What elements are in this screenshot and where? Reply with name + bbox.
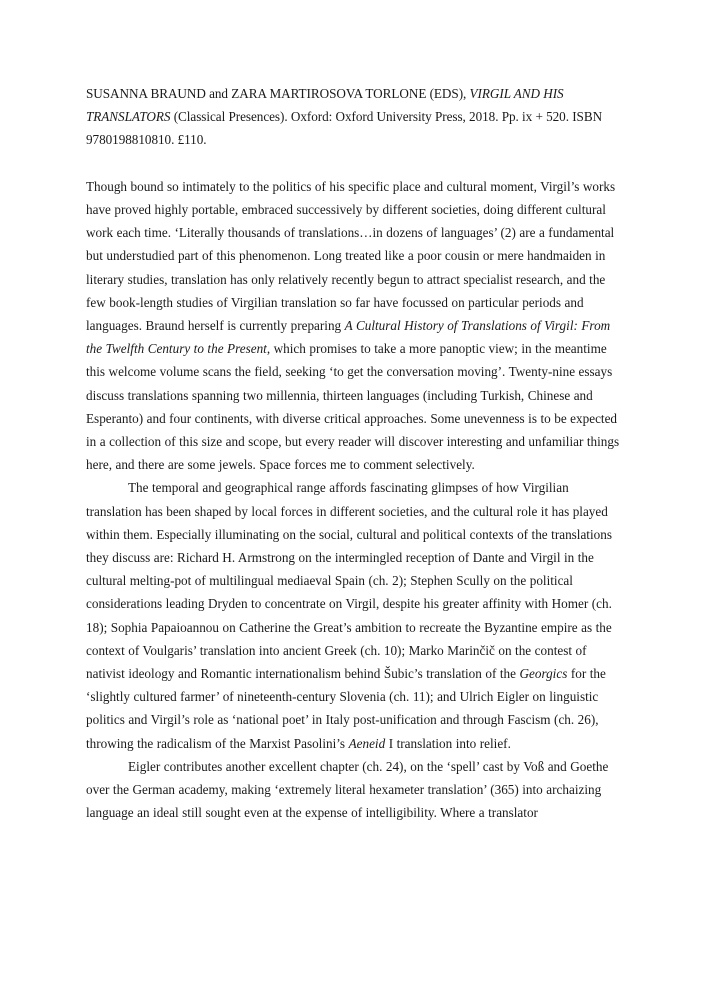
paragraph-2-text-c: I translation into relief. (388, 735, 511, 751)
paragraph-3-text: Eigler contributes another excellent chapter (ch. 24), on the ‘spell’ cast by Voß and Goethe over the German academy, making ‘extremely literal hexameter translation’ (365) into archaizing language an ideal still sought even at the expense of intelligibility. Where a translator (86, 758, 609, 821)
paragraph-2-text-b: for the ‘slightly cultured farmer’ of nineteenth-century Slovenia (ch. 11); and Ulrich Eigler on linguistic politics and Virgil’s role as ‘national poet’ in Italy post-unification and through Fascism (ch. 26), throwing the radicalism of the Marxist Pasolini’s (86, 666, 606, 751)
paragraph-2-text-a: The temporal and geographical range affords fascinating glimpses of how Virgilian translation has been shaped by local forces in different societies, and the cultural role it has played within them. Especially illuminating on the social, cultural and political contexts of the translations they discuss are: Richard H. Armstrong on the intermingled reception of Dante and Virgil in the cultural melting-pot of multilingual mediaeval Spain (ch. 2); Stephen Scully on the political considerations leading Dryden to concentrate on Virgil, despite his greater affinity with Homer (ch. 18); Sophia Papaioannou on Catherine the Great’s ambition to recreate the Byzantine empire as the context of Voulgaris’ translation into ancient Greek (ch. 10); Marko Marinčič on the contest of nativist ideology and Romantic internationalism behind Šubic’s translation of the (86, 480, 612, 682)
paragraph-1-text-a: Though bound so intimately to the politics of his specific place and cultural moment, Virgil’s works have proved highly portable, embraced successively by different societies, doing different cultural work each time. ‘Literally thousands of translations…in dozens of languages’ (2) are a fundamental but understudied part of this phenomenon. Long treated like a poor cousin or mere handmaiden in literary studies, translation has only relatively recently begun to attract specialist research, and the few book-length studies of Virgilian translation so far have focussed on particular periods and languages. Braund herself is currently preparing (86, 178, 616, 334)
review-heading (86, 82, 626, 152)
paragraph-3 (86, 755, 626, 825)
publication-details: Oxford: Oxford University Press, 2018. Pp. ix + 520. ISBN 9780198810810. £110. (86, 109, 603, 148)
editors: SUSANNA BRAUND and ZARA MARTIROSOVA TORLONE (EDS), (86, 86, 467, 101)
cultural-history-title: A Cultural History of Translations of Virgil: From the Twelfth Century to the Present (86, 318, 611, 357)
georgics-title: Georgics (519, 666, 568, 682)
aeneid-title: Aeneid (348, 735, 386, 751)
review-page (86, 82, 626, 824)
paragraph-1 (86, 175, 626, 477)
series: (Classical Presences). (173, 109, 288, 125)
paragraph-1-text-b: , which promises to take a more panoptic view; in the meantime this welcome volume scans the field, seeking ‘to get the conversation moving’. Twenty-nine essays discuss translations spanning two millennia, thirteen languages (including Turkish, Chinese and Esperanto) and four continents, with diverse critical approaches. Some unevenness is to be expected in a collection of this size and scope, but every reader will discover interesting and unfamiliar things here, and there are some jewels. Space forces me to comment selectively. (86, 341, 620, 473)
book-title: VIRGIL AND HIS TRANSLATORS (86, 86, 564, 125)
paragraph-2 (86, 476, 626, 754)
